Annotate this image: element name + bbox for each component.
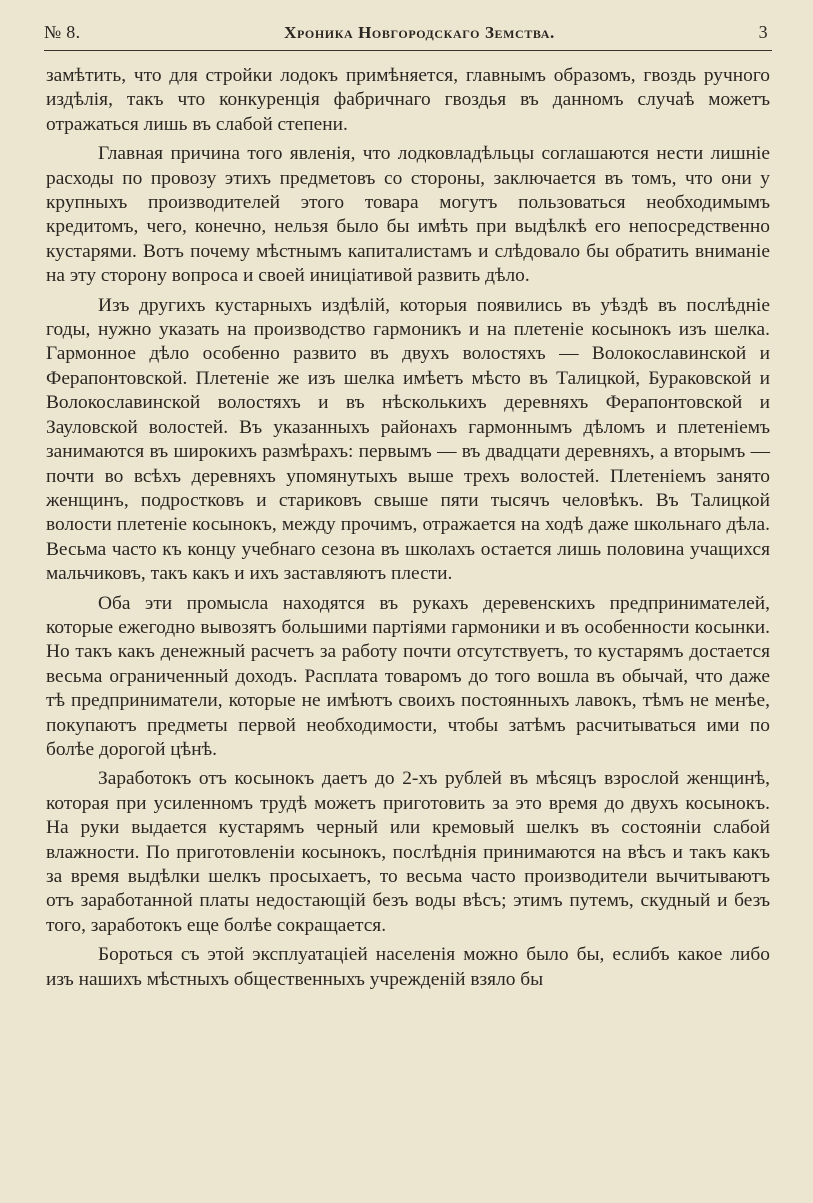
page-number: 3 bbox=[758, 22, 768, 42]
paragraph: Главная причина того явленія, что лодковладѣльцы соглашаются нести лишніе расходы по провозу этихъ предметовъ со стороны, заключается въ томъ, что они у крупныхъ производителей этого товара могутъ пользоваться необходимымъ кредитомъ, чего, конечно, нельзя было бы имѣть при выдѣлкѣ его непосредственно кустарями. Вотъ почему мѣстнымъ капиталистамъ и слѣдовало бы обратить вниманіе на эту сторону вопроса и своей иниціативой развить дѣло. bbox=[46, 143, 770, 287]
issue-number: № 8. bbox=[44, 22, 81, 42]
body-text bbox=[46, 64, 770, 997]
paragraph: Бороться съ этой эксплуатаціей населенія можно было бы, еслибъ какое либо изъ нашихъ мѣстныхъ общественныхъ учрежденій взяло бы bbox=[46, 944, 770, 990]
paragraph: замѣтить, что для стройки лодокъ примѣняется, главнымъ образомъ, гвоздь ручного издѣлія, такъ что конкуренція фабричнаго гвоздья въ данномъ случаѣ можетъ отражаться лишь въ слабой степени. bbox=[46, 65, 770, 135]
running-header bbox=[44, 22, 768, 48]
paragraph: Изъ другихъ кустарныхъ издѣлій, которыя появились въ уѣздѣ въ послѣдніе годы, нужно указать на производство гармоникъ и на плетеніе косынокъ изъ шелка. Гармонное дѣло особенно развито въ двухъ волостяхъ — Волокославинской и Ферапонтовской. Плетеніе же изъ шелка имѣетъ мѣсто въ Талицкой, Бураковской и Волокославинской волостяхъ и въ нѣсколькихъ деревняхъ Ферапонтовской и Зауловской волостей. Въ указанныхъ районахъ гармоннымъ дѣломъ и плетеніемъ занимаются въ широкихъ размѣрахъ: первымъ — въ двадцати деревняхъ, а вторымъ — почти во всѣхъ деревняхъ упомянутыхъ выше трехъ волостей. Плетеніемъ занято женщинъ, подростковъ и стариковъ свыше пяти тысячъ человѣкъ. Въ Талицкой волости плетеніе косынокъ, между прочимъ, отражается на ходѣ даже школьнаго дѣла. Весьма часто къ концу учебнаго сезона въ школахъ остается лишь половина учащихся мальчиковъ, такъ какъ и ихъ заставляютъ плести. bbox=[46, 294, 770, 585]
paragraph: Оба эти промысла находятся въ рукахъ деревенскихъ предпринимателей, которые ежегодно вывозятъ большими партіями гармоники и въ особенности косынки. Но такъ какъ денежный расчетъ за работу почти отсутствуетъ, то кустарямъ достается весьма ограниченный доходъ. Расплата товаромъ до того вошла въ обычай, что даже тѣ предприниматели, которые не имѣютъ своихъ постоянныхъ лавокъ, тѣмъ не менѣе, покупаютъ предметы первой необходимости, чтобы затѣмъ расчитываться ими по болѣе дорогой цѣнѣ. bbox=[46, 592, 770, 760]
journal-title: Хроника Новгородскаго Земства. bbox=[284, 23, 555, 42]
paragraph: Заработокъ отъ косынокъ даетъ до 2-хъ рублей въ мѣсяцъ взрослой женщинѣ, которая при усиленномъ трудѣ можетъ приготовить за это время до двухъ косынокъ. На руки выдается кустарямъ черный или кремовый шелкъ въ состояніи слабой влажности. По приготовленіи косынокъ, послѣднія принимаются на вѣсъ и такъ какъ за время выдѣлки шелкъ просыхаетъ, то весьма часто производители вычитываютъ отъ заработанной платы недостающій безъ воды вѣсъ; этимъ путемъ, скудный и безъ того, заработокъ еще болѣе сокращается. bbox=[46, 768, 770, 936]
header-rule bbox=[44, 50, 772, 51]
